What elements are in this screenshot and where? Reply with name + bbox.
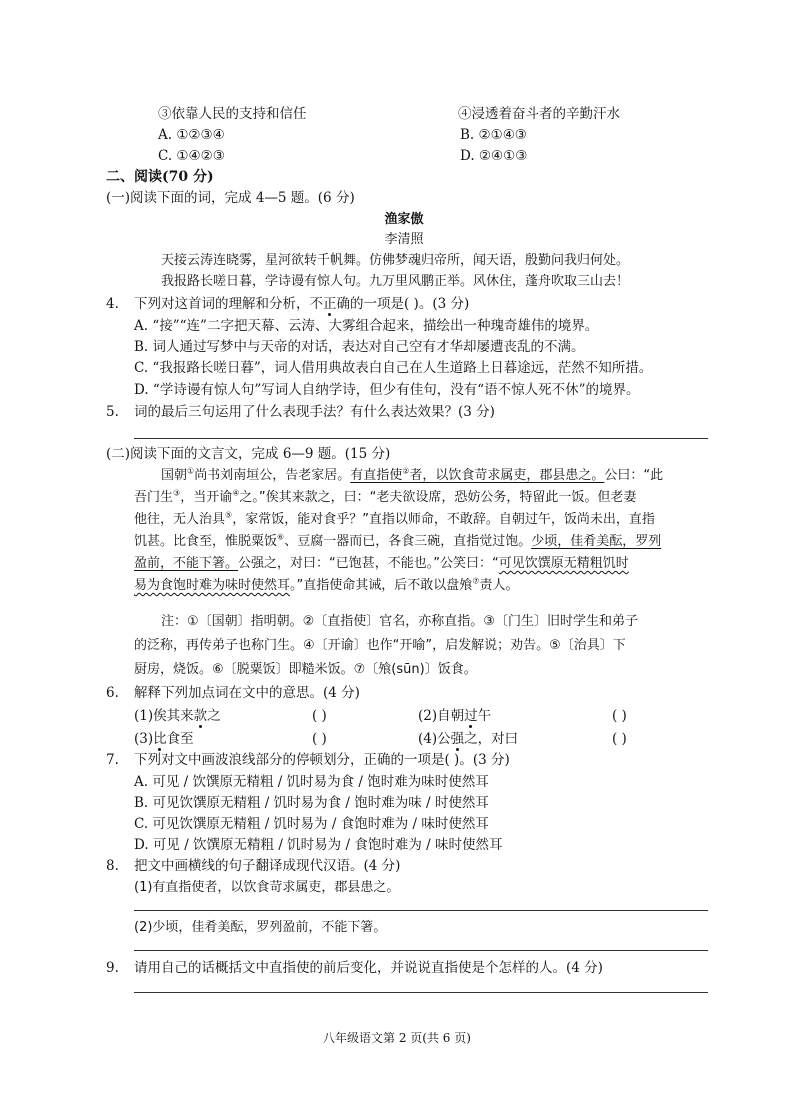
- q8-sentence-1: (1)有直指使者，以饮食苛求属吏，郡县患之。: [134, 880, 400, 895]
- item-text: (4)公: [418, 731, 451, 747]
- q7-option-b: B. 可见饮馔原无精粗 / 饥时易为食 / 饱时难为味 / 时使然耳: [134, 795, 489, 811]
- dotted-word: 比: [153, 731, 167, 747]
- dotted-word: 过: [464, 708, 478, 724]
- q7-option-c: C. 可见饮馔原无精粗 / 饥时易为 / 食饱时难为 / 味时使然耳: [134, 816, 489, 832]
- q4-stem-part-b: 的一项是( )。(3 分): [350, 296, 470, 312]
- option-3-text: ③依靠人民的支持和信任: [158, 106, 307, 122]
- q6-answer-paren-2[interactable]: ( ): [612, 708, 627, 724]
- q6-number: 6.: [106, 685, 119, 701]
- note-mark-3: ③: [173, 488, 181, 498]
- q5-stem: 词的最后三句运用了什么表现手法？有什么表达效果？(3 分): [134, 404, 495, 420]
- passage-line-6: [134, 576, 518, 596]
- underlined-sentence-2: 少顷，佳肴美酝，罗列: [531, 534, 662, 549]
- q4-option-a: A. “接”“连”二字把天幕、云涛、大雾组合起来，描绘出一种瑰奇雄伟的境界。: [134, 318, 599, 334]
- item-text: 食至: [166, 731, 194, 747]
- note-mark-1: ①: [187, 466, 195, 476]
- q9-stem: 请用自己的话概括文中直指使的前后变化，并说说直指使是个怎样的人。(4 分): [134, 960, 603, 976]
- q8-stem: 把文中画横线的句子翻译成现代汉语。(4 分): [134, 858, 401, 874]
- q8-number: 8.: [106, 858, 119, 874]
- q8-sentence-2: (2)少顷，佳肴美酝，罗列盈前，不能下箸。: [134, 920, 387, 935]
- q6-item-2: [418, 706, 491, 726]
- wavy-line-text-end: 易为食饱时难为味时使然耳: [134, 578, 291, 593]
- poem-line-2: 我报路长嗟日暮，学诗谩有惊人句。九万里风鹏正举。风休住，蓬舟吹取三山去！: [161, 274, 630, 289]
- passage-line-3: [134, 510, 655, 530]
- passage-line-1: [161, 466, 663, 486]
- passage-text: 公强之，对曰：“已饱甚，不能也。”公笑曰：“: [238, 556, 499, 571]
- item-text: (2)自朝: [418, 708, 465, 724]
- poem-title: 渔家傲: [384, 212, 424, 227]
- note-line-1: 注：①〔国朝〕指明朝。②〔直指使〕官名，亦称直指。③〔门生〕旧时学生和弟子: [161, 614, 638, 629]
- item-text: 之: [207, 708, 221, 724]
- poem-line-1: 天接云涛连晓雾，星河欲转千帆舞。仿佛梦魂归帝所，闻天语，殷勤问我归何处。: [161, 253, 630, 268]
- dotted-word: 强: [450, 731, 465, 747]
- q6-answer-paren-3[interactable]: ( ): [312, 731, 327, 747]
- passage-text: 吾门生: [134, 490, 174, 505]
- passage-text: 者，以饮食苛求属吏，郡县患之。: [409, 468, 605, 483]
- item-text: 午: [477, 708, 492, 724]
- q4-stem: [134, 294, 469, 314]
- q6-answer-paren-4[interactable]: ( ): [612, 731, 627, 747]
- passage-text: 他往，无人治具: [134, 512, 226, 527]
- q6-stem: 解释下列加点词在文中的意思。(4 分): [134, 685, 360, 701]
- passage-line-4: [134, 532, 661, 552]
- q9-number: 9.: [106, 960, 119, 976]
- choice-d: D. ②④①③: [460, 148, 528, 164]
- choice-b: B. ②①④③: [460, 127, 527, 143]
- passage-text: 、豆腐一器而已，各食三碗，直指觉过饱。: [284, 534, 532, 549]
- dotted-word: 款: [193, 708, 208, 724]
- passage-text: ，家常饭，能对食乎？”直指以师命，不敢辞。自朝过午，饭尚未出，直指: [232, 512, 655, 527]
- passage-text: 尚书刘南垣公，告老家居。: [194, 468, 351, 483]
- passage-text: 责人。: [479, 578, 519, 593]
- passage-text: ，当开谕: [180, 490, 233, 505]
- underlined-sentence-1: [350, 468, 604, 483]
- q4-option-c: C. “我报路长嗟日暮”，词人借用典故表白自己在人生道路上日暮途远，茫然不知所措。: [134, 360, 653, 376]
- passage-text: 。”直指使命其诫，后不敢以盘飧: [290, 578, 473, 593]
- wavy-line-text: 可见饮馔原无精粗饥时: [498, 556, 629, 571]
- choice-a: A. ①②③④: [158, 127, 225, 143]
- option-4-text: ④浸透着奋斗者的辛勤汗水: [458, 106, 620, 122]
- part2-intro: (二)阅读下面的文言文，完成 6—9 题。(15 分): [106, 446, 391, 462]
- underlined-sentence-2-end: 盈前，不能下箸。: [134, 556, 239, 571]
- q5-number: 5.: [106, 404, 119, 420]
- q7-number: 7.: [106, 752, 119, 768]
- passage-line-5: [134, 554, 629, 574]
- note-mark-4: ④: [232, 488, 240, 498]
- q4-stem-part-a: 下列对这首词的理解和分析，: [134, 296, 310, 312]
- q9-answer-line: [134, 992, 708, 993]
- passage-text: 公曰：“此: [604, 468, 664, 483]
- note-line-2: 的泛称，再传弟子也称门生。④〔开谕〕也作“开喻”，启发解说；劝告。⑤〔治具〕下: [134, 638, 626, 653]
- note-mark-7: ⑦: [472, 576, 480, 586]
- q8-answer-line-2: [134, 950, 708, 951]
- section-heading: 二、阅读(70 分): [106, 169, 214, 185]
- passage-line-2: [134, 488, 636, 508]
- note-mark-6: ⑥: [277, 532, 285, 542]
- q6-item-1: [134, 706, 221, 726]
- part1-intro: (一)阅读下面的词，完成 4—5 题。(6 分): [106, 190, 355, 206]
- page-footer: 八年级语文第 2 页(共 6 页): [323, 1031, 471, 1045]
- q8-answer-line-1: [134, 910, 708, 911]
- q4-option-b: B. 词人通过写梦中与天帝的对话，表达对自己空有才华却屡遭丧乱的不满。: [134, 339, 585, 355]
- q4-stem-emphasis: 不正确: [309, 296, 350, 312]
- passage-text: 国朝: [161, 468, 188, 483]
- q5-answer-line: [134, 438, 708, 439]
- q7-option-a: A. 可见 / 饮馔原无精粗 / 饥时易为食 / 饱时难为味时使然耳: [134, 774, 489, 790]
- note-mark-2: ②: [402, 466, 410, 476]
- q7-stem: 下列对文中画波浪线部分的停顿划分，正确的一项是( )。(3 分): [134, 752, 510, 768]
- q7-option-d: D. 可见 / 饮馔原无精粗 / 饥时易为 / 食饱时难为 / 味时使然耳: [134, 837, 503, 853]
- item-text: 之，对曰: [464, 731, 519, 747]
- passage-text: 有直指使: [350, 468, 403, 483]
- q6-item-4: [418, 729, 518, 749]
- q4-option-d: D. “学诗谩有惊人句”写词人自纳学诗，但少有佳句，没有“语不惊人死不休”的境界。: [134, 382, 640, 398]
- note-mark-5: ⑤: [225, 510, 233, 520]
- note-line-3: 厨房，烧饭。⑥〔脱粟饭〕即糙米饭。⑦〔飧(sūn)〕饭食。: [134, 662, 477, 677]
- q6-item-3: [134, 729, 194, 749]
- item-text: (3): [134, 731, 154, 747]
- choice-c: C. ①④②③: [158, 148, 225, 164]
- poem-author: 李清照: [384, 232, 424, 247]
- item-text: (1)俟其来: [134, 708, 194, 724]
- passage-text: 之。”俟其来款之，曰：“老夫欲设席，恐妨公务，特留此一饭。但老妻: [239, 490, 637, 505]
- passage-text: 饥甚。比食至，惟脱粟饭: [134, 534, 278, 549]
- q6-answer-paren-1[interactable]: ( ): [312, 708, 327, 724]
- q4-number: 4.: [106, 296, 119, 312]
